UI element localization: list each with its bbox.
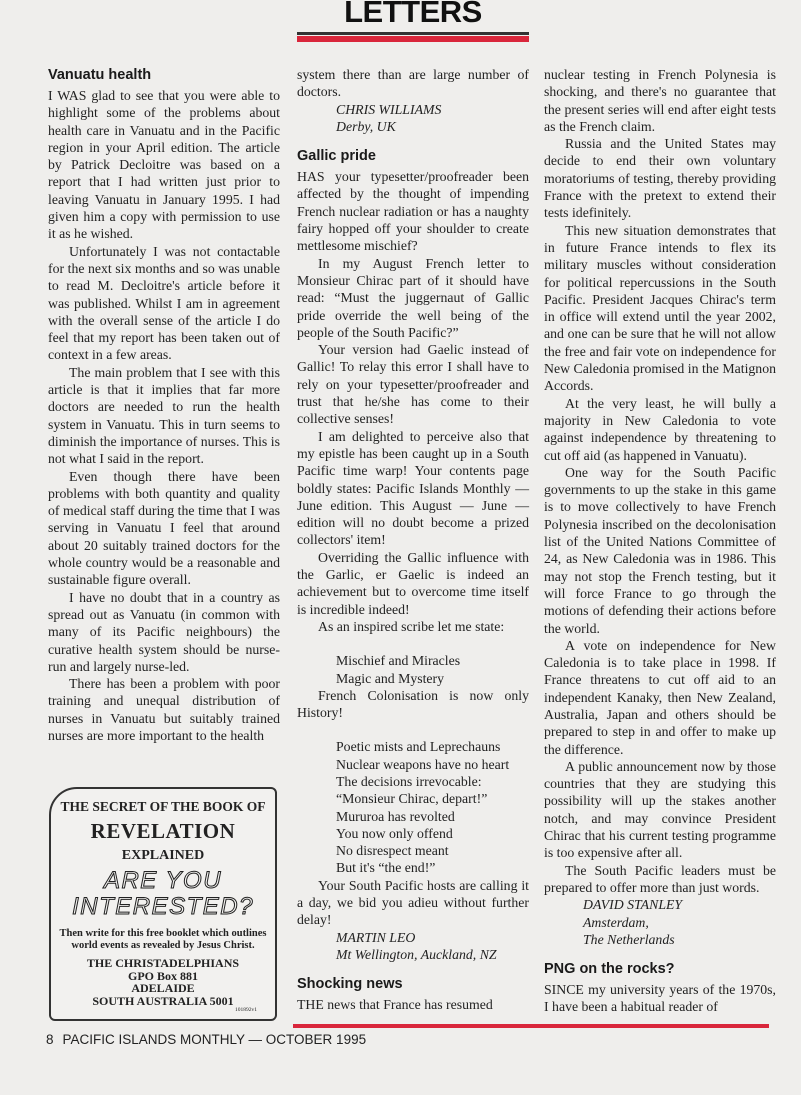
signature-name: DAVID STANLEY xyxy=(583,897,683,913)
poem-line: French Colonisation is now only History! xyxy=(297,687,529,721)
publication-line: PACIFIC ISLANDS MONTHLY — OCTOBER 1995 xyxy=(62,1032,367,1047)
paragraph: SINCE my university years of the 1970s, I have been a habitual reader of xyxy=(544,982,776,1015)
paragraph: Overriding the Gallic influence with the Garlic, er Gaelic is indeed an achievement but to overcome time itself is incredible indeed! xyxy=(297,549,529,617)
signature-name: MARTIN LEO xyxy=(336,929,416,945)
ad-address xyxy=(51,957,275,1007)
ad-address-line: SOUTH AUSTRALIA 5001 xyxy=(92,993,234,1008)
masthead xyxy=(297,0,529,44)
signature-location: Amsterdam, xyxy=(583,914,649,930)
paragraph: This new situation demonstrates that in future France intends to flex its military muscles without consideration for political repercussions in the South Pacific. President Jacques Chirac's term in office will extend until the year 2002, and one can be sure that he will not allow the free and fair vote on independence for New Caledonia promised in the Matignon Accords. xyxy=(544,222,776,394)
poem-line: Nuclear weapons have no heart xyxy=(336,756,510,772)
poem-line: Magic and Mystery xyxy=(336,670,445,686)
paragraph: Your South Pacific hosts are calling it a day, we bid you adieu without further delay! xyxy=(297,877,529,928)
paragraph: HAS your typesetter/proofreader been affected by the thought of impending French nuclear radiation or has a naughty fairy hopped off your shoulder to create mettlesome mischief? xyxy=(297,169,529,254)
letter-heading-gallic: Gallic pride xyxy=(297,148,376,165)
poem-line: Mururoa has revolted xyxy=(336,808,455,824)
ad-headline: REVELATION xyxy=(90,819,236,843)
ad-line: THE SECRET OF THE BOOK OF xyxy=(60,799,266,814)
paragraph: Russia and the United States may decide to end their own voluntary moratoriums of testing, thereby providing France with the pretext to extend their tests idefinitely. xyxy=(544,136,776,221)
paragraph: A vote on independence for New Caledonia is to take place in 1998. If France threatens to cut off aid to an independent Kanaky, then New Zealand, Australia, Japan and others should be prepared to step in and offer to make up the difference. xyxy=(544,637,776,757)
ad-address-line: GPO Box 881 xyxy=(127,968,198,983)
paragraph: As an inspired scribe let me state: xyxy=(318,618,505,634)
paragraph: One way for the South Pacific governments to up the stake in this game is to move collectively to have French Polynesia inscribed on the decolonisation list of the United Nations Committee of 24, as New Caledonia was in 1986. This may not stop the French testing, but it will force France to go through the motions of defending their actions before the world. xyxy=(544,464,776,636)
poem-line: But it's “the end!” xyxy=(336,860,436,876)
poem-line: Mischief and Miracles xyxy=(336,653,461,669)
paragraph: I WAS glad to see that you were able to highlight some of the problems about health care in Vanuatu and in the Pacific region in your April edition. The article by Patrick Decloitre was based on a report that I had written just prior to leaving Vanuatu in January 1995. I had given him a copy with permission to use it as he wished. xyxy=(48,88,280,242)
signature-location: The Netherlands xyxy=(583,931,675,947)
advertisement-box xyxy=(49,787,277,1021)
paragraph: THE news that France has resumed xyxy=(297,997,493,1013)
paragraph: The main problem that I see with this article is that it implies that far more doctors are needed to run the health system in Vanuatu. This in turn seems to diminish the importance of nurses. This is not what I said in the report. xyxy=(48,364,280,467)
letter-heading-png: PNG on the rocks? xyxy=(544,961,675,978)
section-title: LETTERS xyxy=(344,0,482,29)
ad-description: Then write for this free booklet which outlines world events as revealed by Jesus Christ. xyxy=(59,928,267,951)
paragraph: I am delighted to perceive also that my epistle has been caught up in a South Pacific time warp! Your contents page boldly states: Pacific Islands Monthly — June edition. This August — June — edition will no doubt become a prized collectors' item! xyxy=(297,428,529,548)
page-number: 8 xyxy=(46,1032,54,1047)
poem-line: “Monsieur Chirac, depart!” xyxy=(336,791,488,807)
ad-outline-text: INTERESTED? xyxy=(72,893,254,920)
footer-rule-red xyxy=(293,1024,769,1028)
letter-heading-shocking: Shocking news xyxy=(297,976,403,993)
paragraph: I have no doubt that in a country as spread out as Vanuatu (in common with many of its Pacific neighbours) the curative health system should be nurse-run and largely nurse-led. xyxy=(48,589,280,674)
poem-line: No disrespect meant xyxy=(336,843,449,859)
column-1 xyxy=(48,66,280,744)
ad-line: EXPLAINED xyxy=(121,848,205,863)
poem-line: The decisions irrevocable: xyxy=(336,773,482,789)
poem-line: Poetic mists and Leprechauns xyxy=(336,739,501,755)
masthead-rule-red xyxy=(297,36,529,42)
poem-line: You now only offend xyxy=(336,825,453,841)
paragraph: A public announcement now by those countries that they are studying this possibility will up the stakes another notch, and may convince President Chirac that his current testing programme is too expensive after all. xyxy=(544,758,776,861)
paragraph-continuation: system there than are large number of doctors. xyxy=(297,67,529,100)
ad-outline-text: ARE YOU xyxy=(103,867,223,894)
masthead-rule-dark xyxy=(297,32,529,35)
paragraph: Your version had Gaelic instead of Gallic! To relay this error I shall have to rely on your typesetter/proofreader and trust that he/she has come to their collective senses! xyxy=(297,342,529,427)
page-footer xyxy=(46,1032,366,1047)
column-2 xyxy=(297,66,529,1014)
paragraph: In my August French letter to Monsieur Chirac part of it should have read: “Must the juggernaut of Gallic pride override the well being of the people of the South Pacific?” xyxy=(297,255,529,340)
column-3 xyxy=(544,66,776,1016)
paragraph: There has been a problem with poor training and unequal distribution of nurses in Vanuatu but suitably trained nurses are more important to the health xyxy=(48,676,280,743)
ad-code: 101892v1 xyxy=(235,1007,257,1013)
signature-location: Mt Wellington, Auckland, NZ xyxy=(336,946,497,962)
paragraph: At the very least, he will bully a majority in New Caledonia to vote against independence by threatening to cut off aid (as happened in Vanuatu). xyxy=(544,395,776,463)
signature-name: CHRIS WILLIAMS xyxy=(336,101,442,117)
ad-address-line: THE CHRISTADELPHIANS xyxy=(86,956,240,970)
letter-heading-vanuatu: Vanuatu health xyxy=(48,67,152,83)
ad-address-line: ADELAIDE xyxy=(131,981,195,995)
paragraph: The South Pacific leaders must be prepared to offer more than just words. xyxy=(544,862,776,895)
paragraph: Even though there have been problems with both quantity and quality of medical staff during the time that I was serving in Vanuatu I feel that around about 20 suitably trained doctors for the whole country would be a reasonable and sustainable figure overall. xyxy=(48,468,280,588)
paragraph: Unfortunately I was not contactable for the next six months and so was unable to read M. Decloitre's article before it was published. Whilst I am in agreement with the overall sense of the article I do feel that my report has been taken out of context in a few areas. xyxy=(48,243,280,363)
paragraph-continuation: nuclear testing in French Polynesia is shocking, and there's no guarantee that the present series will end after eight tests as the French claim. xyxy=(544,67,776,134)
signature-location: Derby, UK xyxy=(336,118,396,134)
